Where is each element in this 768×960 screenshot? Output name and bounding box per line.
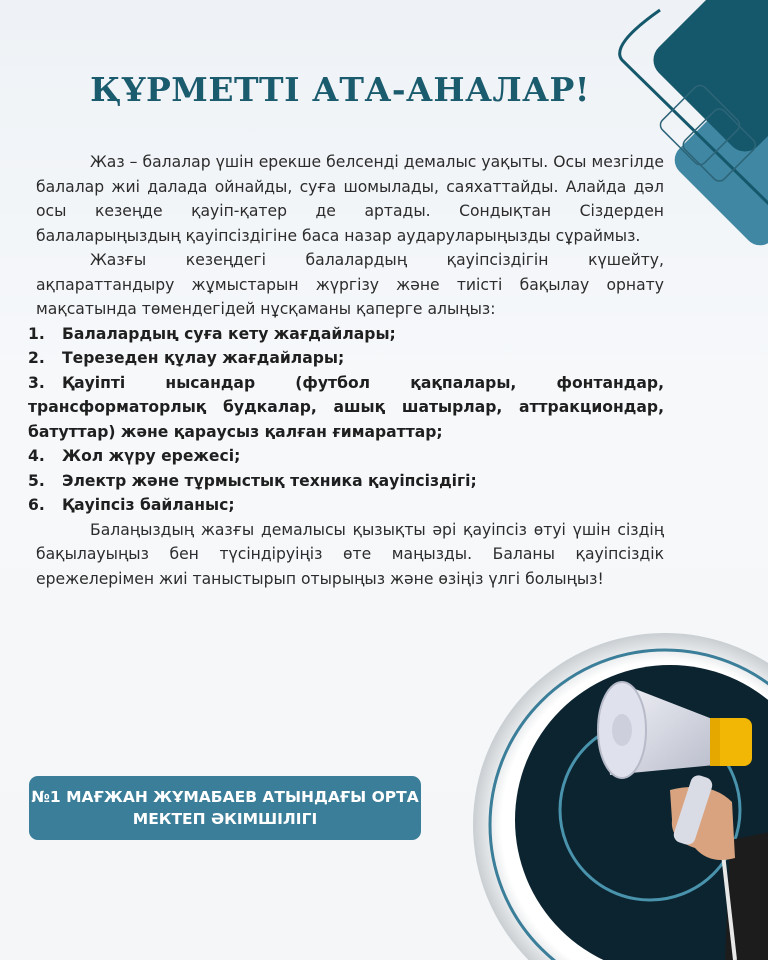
safety-list	[28, 322, 664, 518]
list-item: 1. Балалардың суға кету жағдайлары;	[28, 324, 396, 343]
intro-paragraph: Жаз – балалар үшін ерекше белсенді демалыс уақыты. Осы мезгілде балалар жиі далада ойнайды, суға шомылады, саяхаттайды. Алайда дәл осы кезеңде қауіп-қатер де артады. Сондықтан Сіздерден балаларыңыздың қауіпсіздігіне баса назар аударуларыңызды сұраймыз.	[36, 153, 664, 245]
closing-paragraph: Балаңыздың жазғы демалысы қызықты әрі қауіпсіз өтуі үшін сіздің бақылауыңыз бен түсіндіруіңіз өте маңызды. Баланы қауіпсіздік ережелерімен жиі таныстырып отырыңыз және өзіңіз үлгі болыңыз!	[36, 520, 664, 588]
list-item: 6. Қауіпсіз байланыс;	[28, 496, 235, 514]
banner-line-2: МЕКТЕП ӘКІМШІЛІГІ	[132, 810, 318, 828]
megaphone-illustration	[460, 630, 768, 960]
list-item: 3. Қауіпті нысандар (футбол қақпалары, фонтандар, трансформаторлық будкалар, ашық шатырлар, аттракциондар, батуттар) және қараусыз қалған ғимараттар;	[28, 373, 664, 441]
page-title: ҚҰРМЕТТІ АТА-АНАЛАР!	[90, 70, 590, 109]
list-item: 2. Терезеден құлау жағдайлары;	[28, 349, 345, 367]
list-item: 4. Жол жүру ережесі;	[28, 447, 241, 465]
letter-body	[28, 150, 664, 591]
school-administration-banner	[29, 776, 421, 840]
purpose-paragraph: Жазғы кезеңдегі балалардың қауіпсіздігін күшейту, ақпараттандыру жұмыстарын жүргізу және тиісті бақылау орнату мақсатында төмендегідей нұсқаманы қаперге алыңыз:	[36, 251, 664, 318]
banner-line-1: №1 МАҒЖАН ЖҰМАБАЕВ АТЫНДАҒЫ ОРТА	[31, 788, 419, 806]
list-item: 5. Электр және тұрмыстық техника қауіпсіздігі;	[28, 471, 477, 490]
